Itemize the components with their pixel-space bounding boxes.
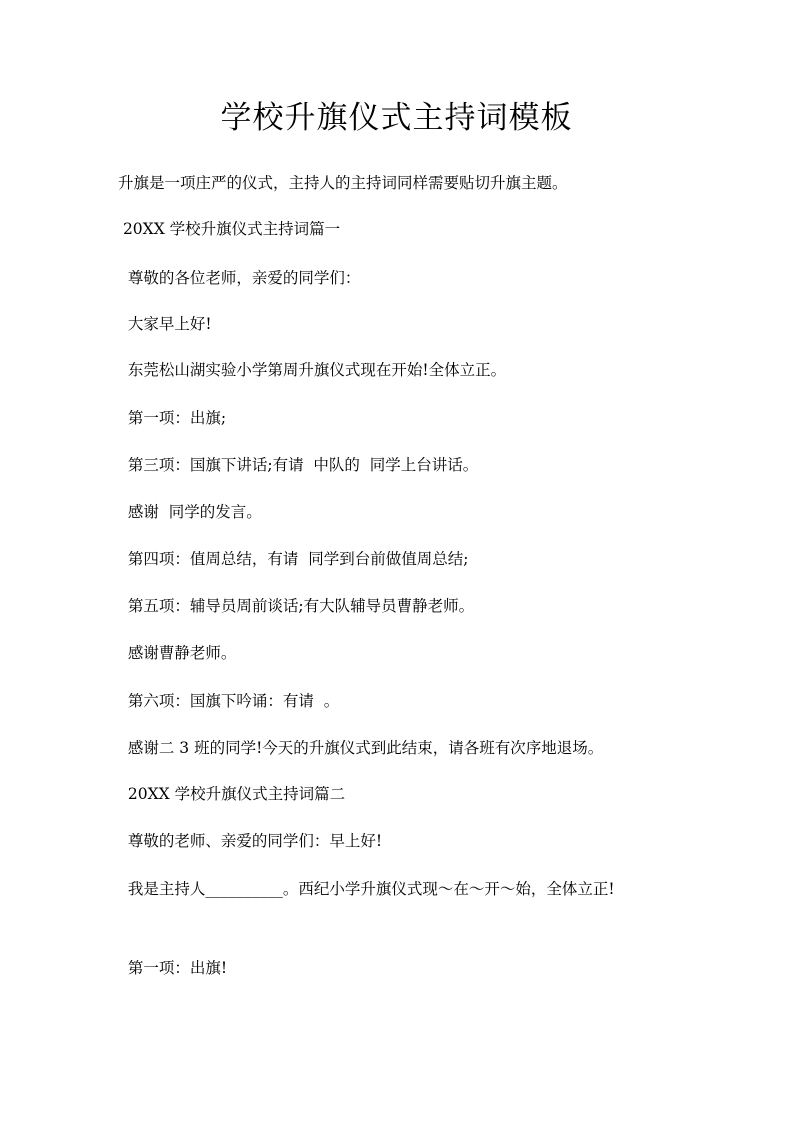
paragraph: 感谢 同学的发言。: [118, 503, 262, 521]
paragraph: 第四项：值周总结，有请 同学到台前做值周总结;: [118, 550, 469, 568]
paragraph: 东莞松山湖实验小学第周升旗仪式现在开始!全体立正。: [118, 361, 507, 379]
paragraph: 尊敬的各位老师，亲爱的同学们：: [118, 269, 361, 287]
intro-paragraph: 升旗是一项庄严的仪式，主持人的主持词同样需要贴切升旗主题。: [118, 174, 568, 192]
paragraph: 第一项：出旗;: [118, 409, 227, 427]
paragraph: 大家早上好!: [118, 315, 212, 333]
paragraph: 感谢二 3 班的同学!今天的升旗仪式到此结束，请各班有次序地退场。: [118, 739, 604, 757]
document-title: 学校升旗仪式主持词模板: [220, 100, 573, 136]
paragraph: 第一项：出旗!: [118, 959, 228, 977]
paragraph: 尊敬的老师、亲爱的同学们：早上好!: [118, 832, 383, 850]
paragraph: 第三项：国旗下讲话;有请 中队的 同学上台讲话。: [118, 456, 479, 474]
paragraph: 第六项：国旗下吟诵：有请 。: [118, 692, 340, 710]
section-heading-1: 20XX 学校升旗仪式主持词篇一: [118, 220, 341, 238]
paragraph: 第五项：辅导员周前谈话;有大队辅导员曹静老师。: [118, 597, 475, 615]
section-heading-2: 20XX 学校升旗仪式主持词篇二: [118, 785, 346, 803]
paragraph: 感谢曹静老师。: [118, 644, 237, 662]
paragraph: 我是主持人__________。西纪小学升旗仪式现～在～开～始，全体立正!: [118, 880, 615, 898]
